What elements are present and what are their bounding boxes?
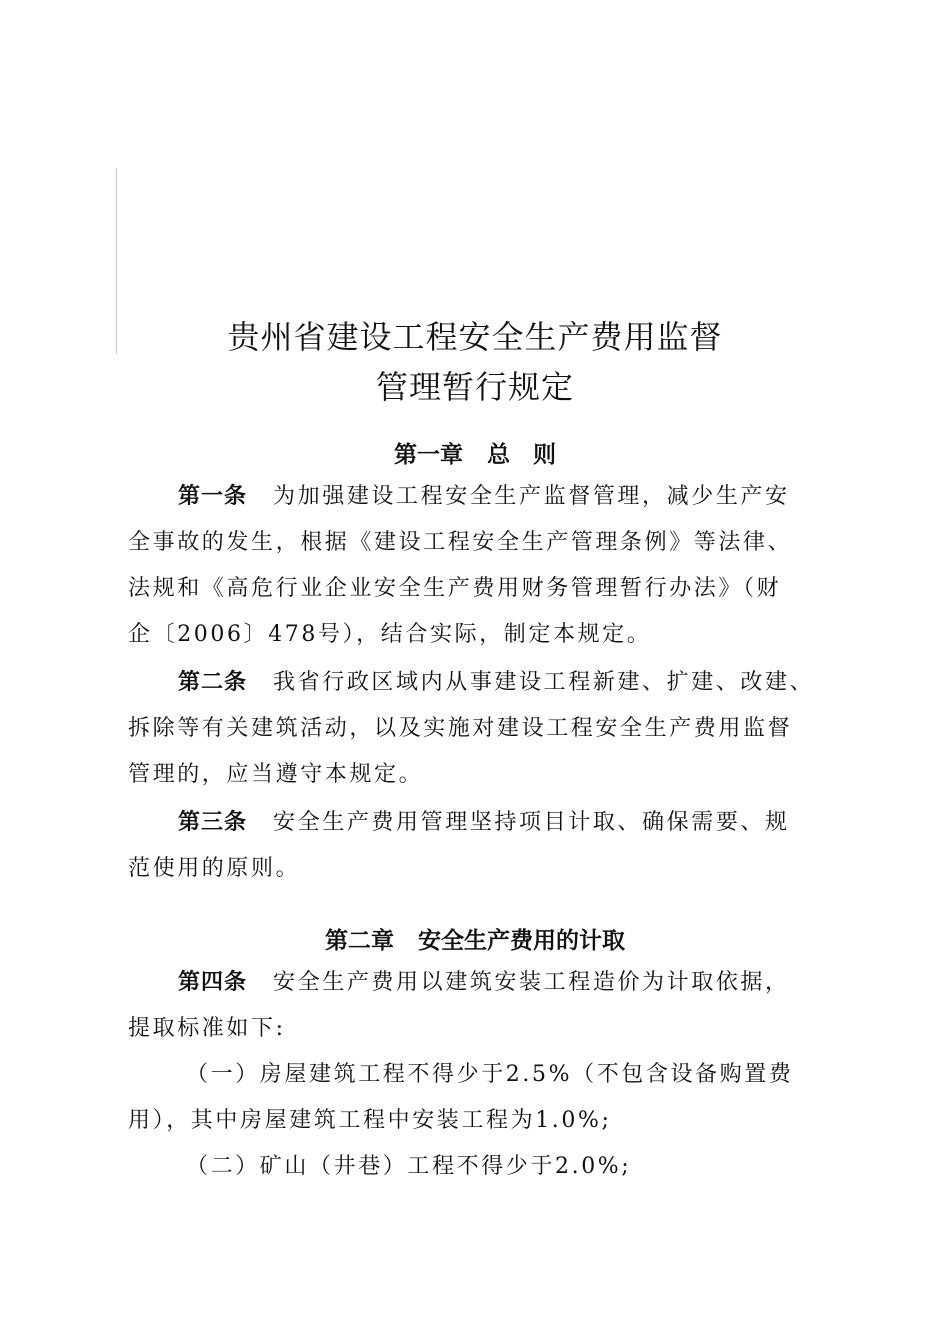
document-title-line-1: 贵州省建设工程安全生产费用监督	[227, 318, 723, 356]
article-label: 第三条	[178, 810, 248, 835]
article-2-line-1	[178, 668, 814, 698]
chapter-heading-1	[0, 436, 950, 469]
article-label: 第一条	[178, 484, 248, 509]
document-title-line-2: 管理暂行规定	[375, 368, 574, 406]
article-4-line-2: 提取标准如下:	[128, 1016, 286, 1041]
article-1-line-3: 法规和《高危行业企业安全生产费用财务管理暂行办法》（财	[128, 576, 782, 601]
item-2-line-1: （二）矿山（井巷）工程不得少于2.0%;	[186, 1154, 632, 1179]
article-2-line-2: 拆除等有关建筑活动，以及实施对建设工程安全生产费用监督	[128, 716, 793, 741]
article-1-line-1	[178, 482, 790, 512]
chapter-name: 总 则	[487, 442, 556, 468]
item-1-line-1: （一）房屋建筑工程不得少于2.5%（不包含设备购置费	[186, 1062, 794, 1087]
article-label: 第二条	[178, 670, 248, 695]
chapter-number: 第一章	[394, 442, 463, 468]
article-4-line-1	[178, 968, 790, 998]
article-text: 安全生产费用以建筑安装工程造价为计取依据，	[273, 970, 790, 995]
chapter-heading-2	[0, 922, 950, 955]
chapter-name: 安全生产费用的计取	[418, 928, 625, 954]
article-3-line-1	[178, 808, 790, 838]
article-text: 我省行政区域内从事建设工程新建、扩建、改建、	[273, 670, 815, 695]
article-3-line-2: 范使用的原则。	[128, 856, 301, 881]
article-1-line-4: 企〔2006〕478号），结合实际，制定本规定。	[128, 622, 652, 647]
article-label: 第四条	[178, 970, 248, 995]
article-1-line-2: 全事故的发生，根据《建设工程安全生产管理条例》等法律、	[128, 530, 793, 555]
article-2-line-3: 管理的，应当遵守本规定。	[128, 762, 424, 787]
chapter-number: 第二章	[325, 928, 394, 954]
article-text: 为加强建设工程安全生产监督管理，减少生产安	[273, 484, 790, 509]
item-1-line-2: 用），其中房屋建筑工程中安装工程为1.0%;	[128, 1108, 612, 1133]
article-text: 安全生产费用管理坚持项目计取、确保需要、规	[273, 810, 790, 835]
